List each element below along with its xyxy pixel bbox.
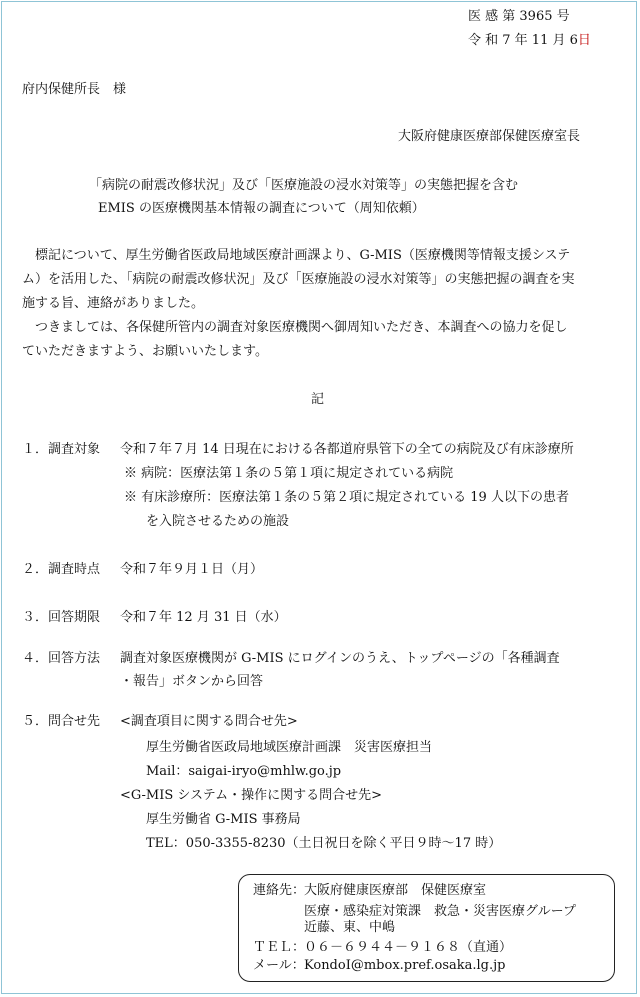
- body-p1-line2: ム）を活用した、「病院の耐震改修状況」及び「医療施設の浸水対策等」の実態把握の調査を実: [22, 272, 575, 287]
- date-prefix: 令 和 7 年 11 月 6: [468, 33, 578, 48]
- document-date: [468, 33, 591, 49]
- contact-names: 近藤、東、中嶋: [304, 920, 396, 935]
- contact-section: 医療・感染症対策課 救急・災害医療グループ: [304, 904, 576, 919]
- item3-text: 令和７年 12 月 31 日（水）: [120, 610, 287, 625]
- item4-label: ４．回答方法: [22, 651, 101, 666]
- contact-department: 大阪府健康医療部 保健医療室: [304, 883, 487, 898]
- item4-text-line2: ・報告」ボタンから回答: [120, 674, 264, 689]
- item4-text-line1: 調査対象医療機関が G-MIS にログインのうえ、トップページの「各種調査: [120, 651, 560, 666]
- inquiry-org-mhlw: 厚生労働省医政局地域医療計画課 災害医療担当: [146, 740, 433, 755]
- item1-label: １．調査対象: [22, 442, 101, 457]
- item2-label: ２．調査時点: [22, 562, 101, 577]
- inquiry-mail: Mail：saigai-iryo@mhlw.go.jp: [146, 764, 342, 779]
- ki-heading: 記: [311, 392, 325, 407]
- inquiry-tel: TEL：050-3355-8230（土日祝日を除く平日９時～17 時）: [146, 836, 502, 851]
- item3-label: ３．回答期限: [22, 610, 101, 625]
- item1-text: 令和７年７月 14 日現在における各都道府県管下の全ての病院及び有床診療所: [120, 442, 574, 457]
- contact-mail: KondoI@mbox.pref.osaka.lg.jp: [304, 958, 506, 973]
- item2-text: 令和７年９月１日（月）: [120, 562, 264, 577]
- contact-tel-label: ＴＥＬ：: [253, 940, 306, 955]
- item1-note1: ※ 病院：医療法第１条の５第１項に規定されている病院: [124, 466, 454, 481]
- item5-label: ５．問合せ先: [22, 714, 101, 729]
- date-suffix: 日: [577, 33, 591, 48]
- addressee: 府内保健所長 様: [22, 82, 127, 97]
- body-p2-line1: つきましては、各保健所管内の調査対象医療機関へ御周知いただき、本調査への協力を促し: [22, 320, 568, 335]
- title-line-2: EMIS の医療機関基本情報の調査について（周知依頼）: [98, 201, 425, 216]
- item1-note2-line1: ※ 有床診療所：医療法第１条の５第２項に規定されている 19 人以下の患者: [124, 490, 569, 505]
- sender: 大阪府健康医療部保健医療室長: [398, 129, 581, 144]
- contact-mail-label: メール：: [253, 958, 305, 973]
- inquiry-heading-survey: <調査項目に関する問合せ先>: [120, 714, 298, 729]
- contact-tel: ０６－６９４４－９１６８（直通）: [304, 940, 513, 955]
- item1-note2-line2: を入院させるための施設: [146, 514, 290, 529]
- body-p1-line3: 施する旨、連絡がありました。: [22, 296, 205, 311]
- body-p1-line1: 標記について、厚生労働省医政局地域医療計画課より、G-MIS（医療機関等情報支援システ: [22, 248, 571, 263]
- inquiry-org-gmis: 厚生労働省 G-MIS 事務局: [146, 812, 301, 827]
- document-number: 医 感 第 3965 号: [468, 9, 570, 24]
- title-line-1: 「病院の耐震改修状況」及び「医療施設の浸水対策等」の実態把握を含む: [89, 178, 519, 193]
- body-p2-line2: ていただきますよう、お願いいたします。: [22, 344, 268, 359]
- inquiry-heading-gmis: <G-MIS システム・操作に関する問合せ先>: [120, 788, 382, 803]
- contact-label: 連絡先：: [253, 883, 306, 898]
